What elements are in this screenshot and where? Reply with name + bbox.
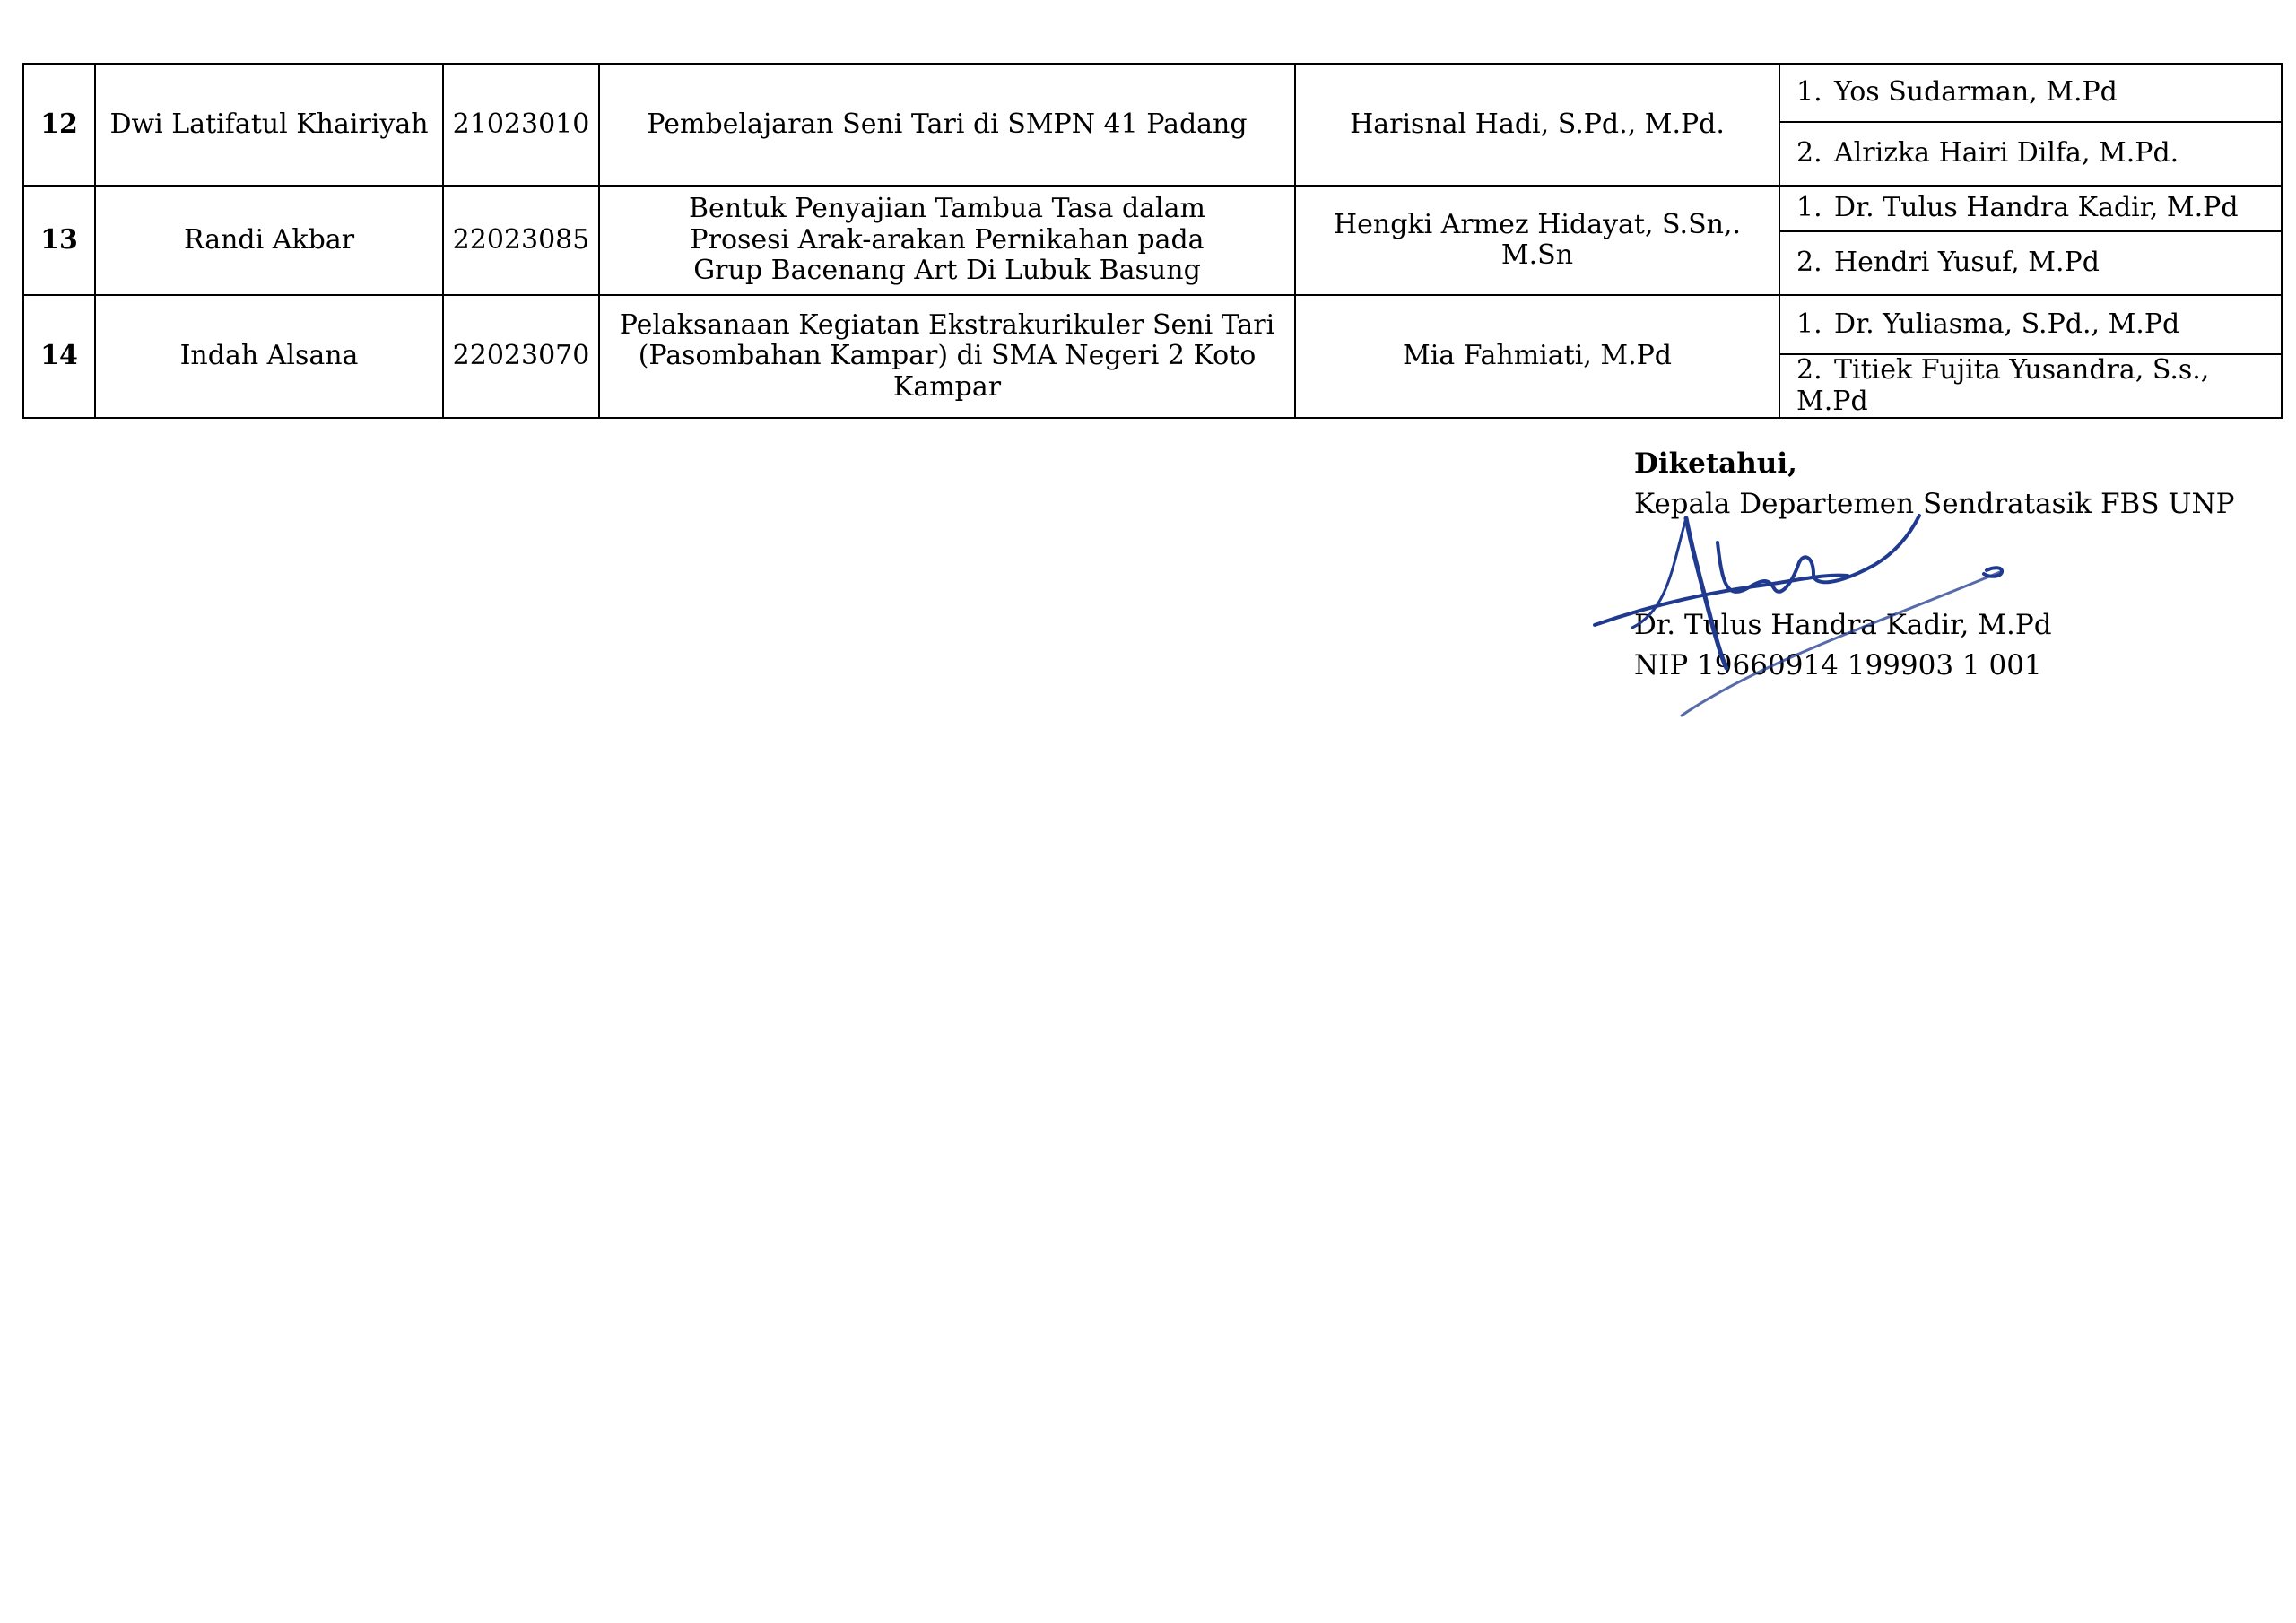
examiner-number: 1. bbox=[1796, 308, 1822, 340]
signer-name: Dr. Tulus Handra Kadir, M.Pd bbox=[1634, 609, 2052, 641]
examiner-name: Yos Sudarman, M.Pd bbox=[1834, 76, 2118, 108]
student-exam-table bbox=[22, 63, 2283, 419]
student-name: Dwi Latifatul Khairiyah bbox=[95, 64, 443, 186]
table-row bbox=[23, 64, 2282, 122]
thesis-title bbox=[599, 64, 1295, 186]
student-name: Randi Akbar bbox=[95, 186, 443, 295]
examiner-number: 2. bbox=[1796, 137, 1822, 169]
advisor-name: Hengki Armez Hidayat, S.Sn,. M.Sn bbox=[1295, 186, 1779, 295]
approval-heading: Diketahui, bbox=[1634, 447, 1797, 480]
examiner-item bbox=[1779, 231, 2282, 295]
handwritten-signature bbox=[1578, 502, 2009, 726]
thesis-title-line: Grup Bacenang Art Di Lubuk Basung bbox=[693, 255, 1201, 287]
thesis-title bbox=[599, 295, 1295, 418]
examiner-number: 2. bbox=[1796, 247, 1822, 279]
examiner-number: 1. bbox=[1796, 192, 1822, 224]
examiner-name: Dr. Tulus Handra Kadir, M.Pd bbox=[1834, 192, 2239, 224]
approval-position: Kepala Departemen Sendratasik FBS UNP bbox=[1634, 488, 2235, 520]
examiner-item bbox=[1779, 64, 2282, 122]
thesis-title-line: Bentuk Penyajian Tambua Tasa dalam bbox=[689, 193, 1205, 225]
examiner-item bbox=[1779, 354, 2282, 418]
table-row bbox=[23, 186, 2282, 231]
thesis-title-line: Pembelajaran Seni Tari di SMPN 41 Padang bbox=[647, 108, 1248, 140]
row-number: 13 bbox=[23, 186, 95, 295]
examiner-item bbox=[1779, 186, 2282, 231]
examiner-item bbox=[1779, 122, 2282, 186]
thesis-title bbox=[599, 186, 1295, 295]
examiner-name: Hendri Yusuf, M.Pd bbox=[1834, 247, 2100, 279]
examiner-number: 1. bbox=[1796, 76, 1822, 108]
examiner-number: 2. bbox=[1796, 354, 1822, 386]
thesis-title-line: (Pasombahan Kampar) di SMA Negeri 2 Koto Kampar bbox=[638, 340, 1257, 403]
signature-stroke bbox=[1718, 516, 1919, 592]
signature-stroke bbox=[1682, 572, 2000, 716]
student-nim: 22023085 bbox=[443, 186, 599, 295]
signer-nip: NIP 19660914 199903 1 001 bbox=[1634, 649, 2042, 681]
table-row bbox=[23, 295, 2282, 354]
thesis-title-line: Pelaksanaan Kegiatan Ekstrakurikuler Seni Tari bbox=[619, 308, 1275, 341]
examiner-name: Dr. Yuliasma, S.Pd., M.Pd bbox=[1834, 308, 2180, 340]
examiner-name: Alrizka Hairi Dilfa, M.Pd. bbox=[1834, 137, 2179, 169]
row-number: 12 bbox=[23, 64, 95, 186]
advisor-name: Harisnal Hadi, S.Pd., M.Pd. bbox=[1295, 64, 1779, 186]
examiner-item bbox=[1779, 295, 2282, 354]
row-number: 14 bbox=[23, 295, 95, 418]
student-nim: 21023010 bbox=[443, 64, 599, 186]
advisor-name: Mia Fahmiati, M.Pd bbox=[1295, 295, 1779, 418]
signature-stroke bbox=[1595, 576, 1848, 625]
student-nim: 22023070 bbox=[443, 295, 599, 418]
thesis-title-line: Prosesi Arak-arakan Pernikahan pada bbox=[690, 223, 1205, 256]
student-name: Indah Alsana bbox=[95, 295, 443, 418]
examiner-name: Titiek Fujita Yusandra, S.s., M.Pd bbox=[1796, 354, 2210, 417]
